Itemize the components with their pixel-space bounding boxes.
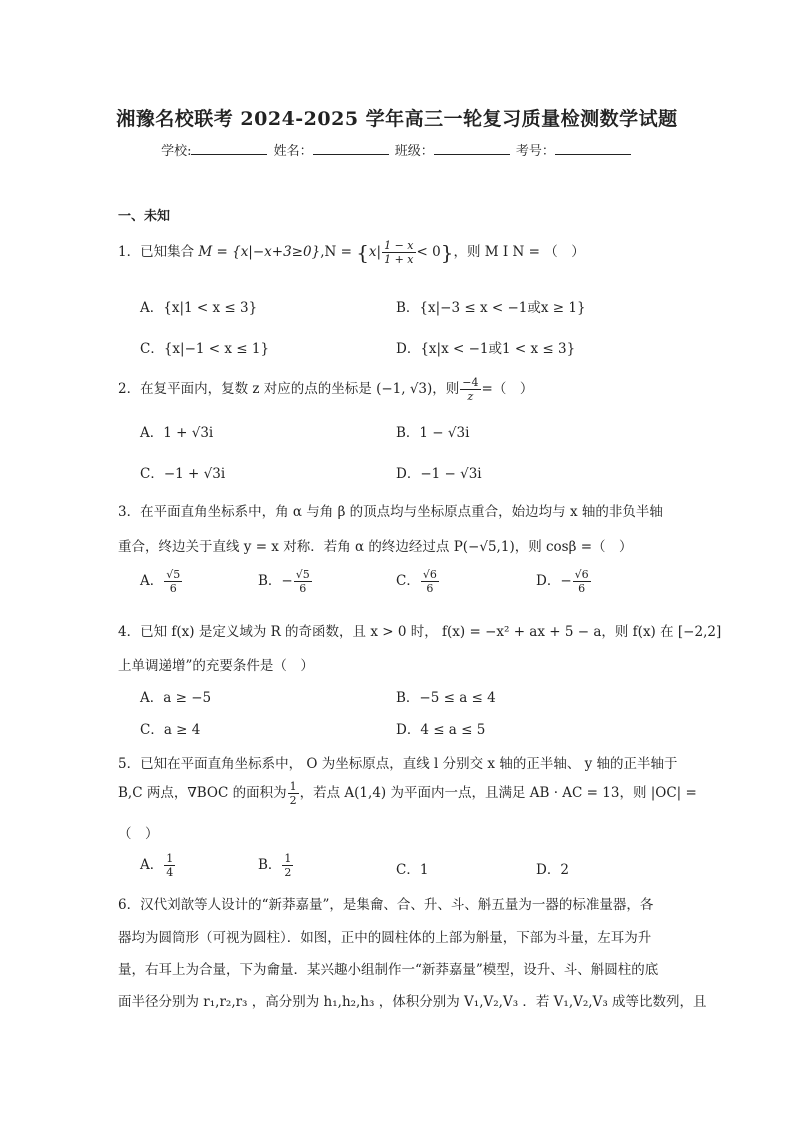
q1-set-n-var: x| — [368, 244, 382, 260]
q5-a-num: 1 — [166, 852, 174, 865]
q3-a-label: A． — [140, 573, 164, 589]
q6-line-1: 6．汉代刘歆等人设计的“新莽嘉量”，是集龠、合、升、斗、斛五量为一器的标准量器，各 — [118, 897, 654, 913]
q5-line-2-pre: B,C 两点，∇BOC 的面积为 — [118, 785, 287, 801]
q4-line-2: 上单调递增”的充要条件是（ ） — [118, 658, 314, 674]
q1-brace-close: } — [440, 240, 454, 265]
q3-a-fraction — [164, 568, 182, 595]
q3-c-fraction — [421, 568, 439, 595]
q4-option-d[interactable]: D．4 ≤ a ≤ 5 — [396, 722, 486, 738]
q5-line-2 — [118, 780, 697, 807]
q3-b-fraction — [294, 568, 312, 595]
q1-option-b[interactable]: B．{x|−3 ≤ x < −1或x ≥ 1} — [396, 300, 586, 316]
q4-option-b[interactable]: B．−5 ≤ a ≤ 4 — [396, 690, 496, 706]
q2-option-d[interactable]: D．−1 − √3i — [396, 466, 482, 482]
student-info-line — [0, 140, 794, 159]
q3-b-label: B．− — [258, 573, 293, 589]
question-1-stem — [118, 239, 585, 266]
q1-frac-den: 1 + x — [384, 253, 414, 266]
q3-line-1: 3．在平面直角坐标系中，角 α 与角 β 的顶点均与坐标原点重合，始边均与 x 轴的非负半轴 — [118, 504, 663, 520]
q3-b-den: 6 — [299, 582, 307, 595]
school-blank[interactable] — [191, 142, 267, 155]
q5-a-fraction — [164, 852, 175, 879]
q5-b-fraction — [282, 852, 293, 879]
page-title: 湘豫名校联考 2024-2025 学年高三一轮复习质量检测数学试题 — [116, 108, 678, 130]
q6-line-3: 量，右耳上为合量，下为龠量．某兴趣小组制作一“新莽嘉量”模型，设升、斗、斛圆柱的底 — [118, 962, 659, 978]
q1-option-c[interactable]: C．{x|−1 < x ≤ 1} — [140, 341, 270, 357]
q2-option-c[interactable]: C．−1 + √3i — [140, 466, 226, 482]
q5-option-b[interactable] — [258, 852, 294, 879]
q2-stem-post: =（ ） — [481, 381, 534, 397]
section-heading: 一、未知 — [118, 209, 171, 224]
q4-option-c[interactable]: C．a ≥ 4 — [140, 722, 201, 738]
q3-c-den: 6 — [426, 582, 434, 595]
class-blank[interactable] — [434, 142, 510, 155]
q2-option-a[interactable]: A．1 + √3i — [140, 425, 214, 441]
q1-set-n-post: < 0 — [416, 244, 441, 260]
question-2-stem — [118, 376, 533, 403]
q3-a-num: √5 — [166, 568, 181, 581]
q1-brace-open: { — [356, 240, 369, 265]
q1-stem-pre: 1．已知集合 — [118, 244, 195, 260]
name-label: 姓名： — [273, 144, 313, 159]
q3-a-den: 6 — [169, 582, 177, 595]
q4-line-1: 4．已知 f(x) 是定义域为 R 的奇函数，且 x > 0 时， f(x) = −x² + ax + 5 − a，则 f(x) 在 [−2,2] — [118, 624, 722, 640]
school-label: 学校: — [161, 144, 192, 159]
q1-set-m: M = {x|−x+3≥0} — [198, 244, 321, 260]
q2-option-b[interactable]: B．1 − √3i — [396, 425, 470, 441]
q3-d-fraction — [573, 568, 591, 595]
q3-option-a[interactable] — [140, 568, 183, 595]
q5-line-2-post: ，若点 A(1,4) 为平面内一点，且满足 AB · AC = 13，则 |OC| = — [299, 785, 697, 801]
q1-set-n-fraction — [382, 239, 415, 266]
q6-line-2: 器均为圆筒形（可视为圆柱）．如图，正中的圆柱体的上部为斛量，下部为斗量，左耳为升 — [118, 930, 652, 946]
q5-frac-num: 1 — [289, 780, 297, 793]
q2-fraction — [460, 376, 480, 403]
q4-option-a[interactable]: A．a ≥ −5 — [140, 690, 212, 706]
class-label: 班级： — [394, 144, 434, 159]
name-blank[interactable] — [313, 142, 389, 155]
q2-stem-pre: 2．在复平面内，复数 z 对应的点的坐标是 (−1, √3)，则 — [118, 381, 460, 397]
q1-option-d[interactable]: D．{x|x < −1或1 < x ≤ 3} — [396, 341, 576, 357]
q3-d-label: D．− — [536, 573, 572, 589]
q5-option-d[interactable]: D．2 — [536, 862, 569, 878]
q1-set-n-pre: ,N = — [320, 244, 357, 260]
q5-option-c[interactable]: C．1 — [396, 862, 429, 878]
q3-b-num: √5 — [295, 568, 310, 581]
q2-frac-den: z — [467, 390, 474, 403]
q5-b-den: 2 — [284, 866, 292, 879]
q3-d-num: √6 — [574, 568, 589, 581]
q6-line-4: 面半径分别为 r₁,r₂,r₃ ，高分别为 h₁,h₂,h₃ ，体积分别为 V₁,V₂,V₃ ．若 V₁,V₂,V₃ 成等比数列，且 — [118, 994, 707, 1010]
q5-b-label: B． — [258, 857, 282, 873]
q3-c-num: √6 — [422, 568, 437, 581]
q3-line-2: 重合，终边关于直线 y = x 对称．若角 α 的终边经过点 P(−√5,1)，则 cosβ =（ ） — [118, 539, 633, 555]
q5-a-label: A． — [140, 857, 164, 873]
q3-option-b[interactable] — [258, 568, 313, 595]
q3-c-label: C． — [396, 573, 420, 589]
q5-frac-den: 2 — [289, 794, 297, 807]
q1-frac-num: 1 − x — [384, 239, 414, 252]
q5-line-3: （ ） — [118, 826, 159, 842]
q2-frac-num: −4 — [462, 376, 479, 389]
q5-area-fraction — [288, 780, 299, 807]
q3-option-c[interactable] — [396, 568, 440, 595]
exam-no-label: 考号： — [515, 144, 555, 159]
exam-no-blank[interactable] — [555, 142, 631, 155]
q3-option-d[interactable] — [536, 568, 592, 595]
q1-stem-post: ，则 M I N = （ ） — [453, 244, 585, 260]
q5-line-1: 5．已知在平面直角坐标系中， O 为坐标原点，直线 l 分别交 x 轴的正半轴、 y 轴的正半轴于 — [118, 756, 678, 772]
q5-a-den: 4 — [166, 866, 174, 879]
q5-b-num: 1 — [284, 852, 292, 865]
q3-d-den: 6 — [578, 582, 586, 595]
q5-option-a[interactable] — [140, 852, 176, 879]
q1-option-a[interactable]: A．{x|1 < x ≤ 3} — [140, 300, 258, 316]
